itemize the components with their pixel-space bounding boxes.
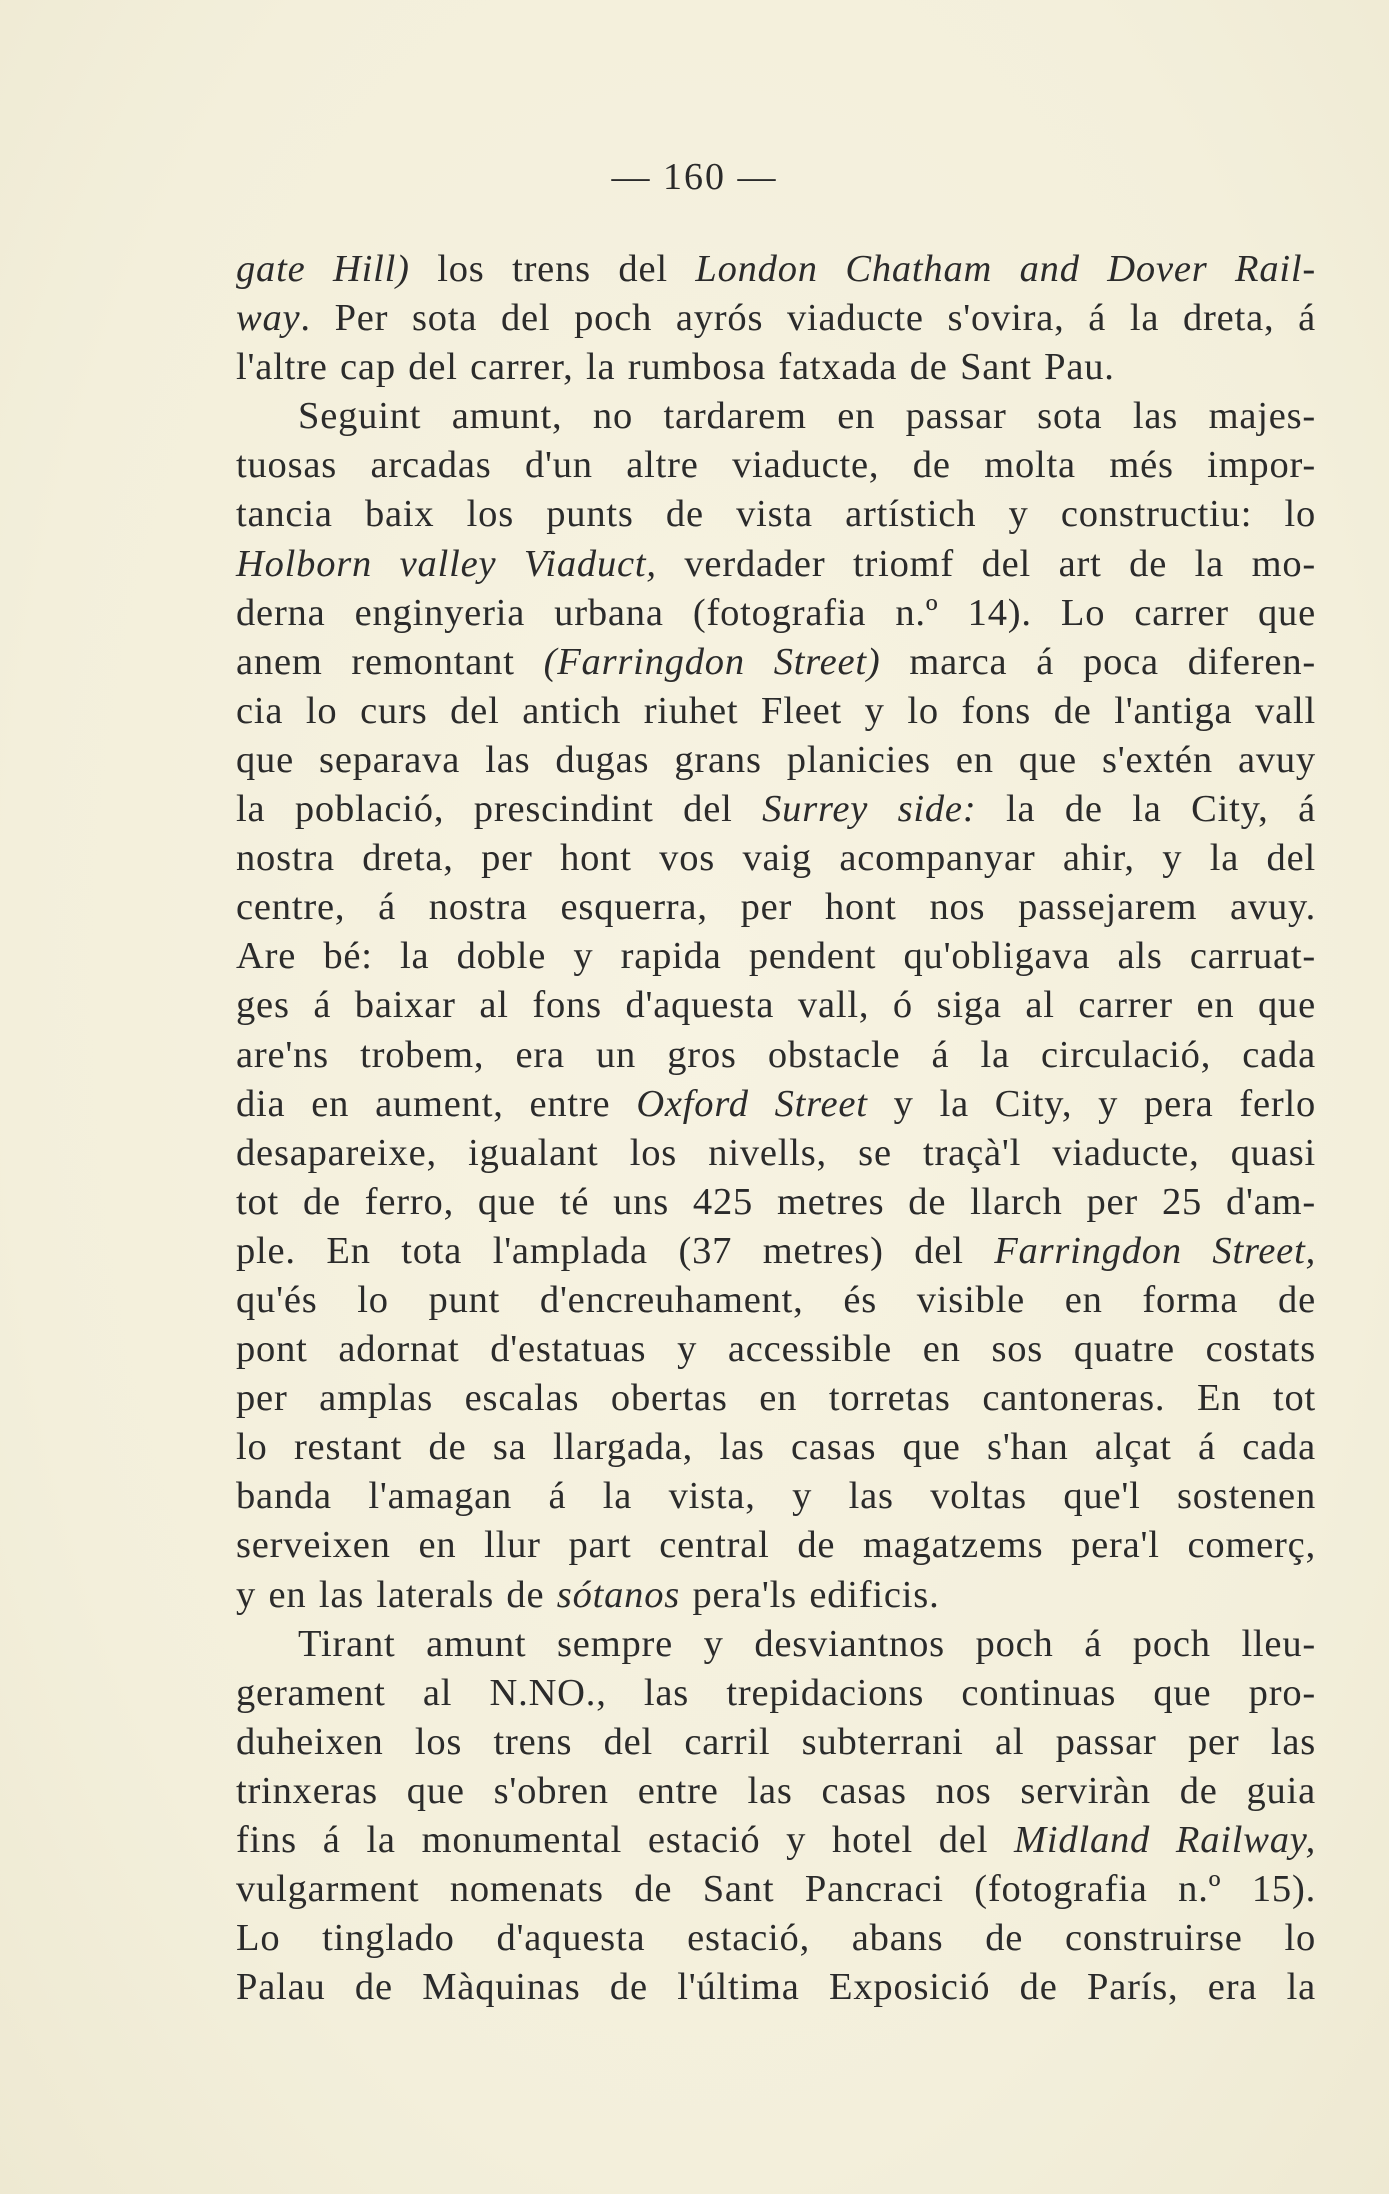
text-span: Are bé: la doble y rapida pendent qu'obligava als carruat- — [236, 935, 1316, 978]
text-span: Lo tinglado d'aquesta estació, abans de construirse lo — [236, 1917, 1316, 1960]
text-span: are'ns trobem, era un gros obstacle á la circulació, cada — [236, 1033, 1316, 1076]
text-line — [236, 1031, 1316, 1080]
text-line — [236, 343, 1316, 392]
text-span: anem remontant — [236, 640, 544, 683]
text-line — [236, 687, 1316, 736]
text-span: Palau de Màquinas de l'última Exposició de París, era la — [236, 1966, 1316, 2009]
italic-text: way — [236, 297, 301, 340]
italic-text: Surrey side: — [762, 788, 977, 831]
text-line — [236, 1571, 1316, 1620]
text-line — [236, 1423, 1316, 1472]
text-line — [236, 834, 1316, 883]
text-line — [236, 1080, 1316, 1129]
text-span: l'altre cap del carrer, la rumbosa fatxada de Sant Pau. — [236, 346, 1115, 389]
page-number: — 160 — — [611, 156, 778, 198]
text-span: banda l'amagan á la vista, y las voltas que'l sostenen — [236, 1475, 1316, 1518]
text-span: fins á la monumental estació y hotel del — [236, 1819, 1015, 1861]
text-line — [236, 1325, 1316, 1374]
text-span: los trens del — [409, 248, 696, 290]
text-line — [236, 1178, 1316, 1227]
text-span: . Per sota del poch ayrós viaducte s'ovira, á la dreta, á — [300, 297, 1316, 340]
text-span: serveixen en llur part central de magatzems pera'l comerç, — [236, 1524, 1316, 1567]
text-line — [236, 638, 1316, 687]
text-span: pont adornat d'estatuas y accessible en sos quatre costats — [236, 1328, 1316, 1371]
italic-text: Holborn valley Viaduct, — [236, 542, 657, 585]
text-line — [236, 1718, 1316, 1767]
text-line — [236, 1129, 1316, 1178]
text-line — [236, 245, 1316, 294]
text-line — [236, 294, 1316, 343]
text-line — [236, 1865, 1316, 1914]
italic-text: Midland Railway, — [1014, 1819, 1316, 1861]
text-span: la de la City, á — [976, 788, 1316, 831]
text-line — [236, 1472, 1316, 1521]
text-line — [236, 932, 1316, 981]
text-line — [236, 1963, 1316, 2012]
text-line — [236, 785, 1316, 834]
text-line — [236, 490, 1316, 539]
body-text — [236, 245, 1316, 2012]
text-span: qu'és lo punt d'encreuhament, és visible en forma de — [236, 1278, 1316, 1321]
text-span: y la City, y pera ferlo — [867, 1082, 1317, 1125]
text-span: y en las laterals de — [236, 1573, 557, 1616]
text-span: trinxeras que s'obren entre las casas nos serviràn de guia — [236, 1769, 1316, 1812]
text-line — [236, 736, 1316, 785]
text-line — [236, 589, 1316, 638]
text-line — [236, 1767, 1316, 1816]
text-line — [236, 1669, 1316, 1718]
italic-text: sótanos — [556, 1573, 681, 1616]
text-line — [236, 883, 1316, 932]
text-line — [236, 392, 1316, 441]
text-span: per amplas escalas obertas en torretas cantoneras. En tot — [236, 1377, 1316, 1420]
text-line — [236, 540, 1316, 589]
italic-text: London Chatham and Dover Rail- — [695, 248, 1316, 290]
text-span: verdader triomf del art de la mo- — [656, 542, 1316, 585]
text-span: nostra dreta, per hont vos vaig acompanyar ahir, y la del — [236, 837, 1316, 880]
text-span: ple. En tota l'amplada (37 metres) del — [236, 1229, 995, 1272]
text-span: marca á poca diferen- — [880, 640, 1316, 683]
text-span: tot de ferro, que té uns 425 metres de llarch per 25 d'am- — [236, 1180, 1316, 1223]
text-span: gerament al N.NO., las trepidacions continuas que pro- — [236, 1671, 1316, 1714]
text-span: duheixen los trens del carril subterrani al passar per las — [236, 1720, 1316, 1763]
text-line — [236, 981, 1316, 1030]
text-line — [236, 441, 1316, 490]
text-span: lo restant de sa llargada, las casas que s'han alçat á cada — [236, 1426, 1316, 1469]
text-span: derna enginyeria urbana (fotografia n.º 14). Lo carrer que — [236, 591, 1316, 634]
text-span: vulgarment nomenats de Sant Pancraci (fotografia n.º 15). — [236, 1868, 1316, 1911]
text-span: desapareixe, igualant los nivells, se traçà'l viaducte, quasi — [236, 1131, 1316, 1174]
text-line — [236, 1521, 1316, 1570]
text-span: la població, prescindint del — [236, 788, 763, 831]
text-line — [236, 1374, 1316, 1423]
text-span: Tirant amunt sempre y desviantnos poch á poch lleu- — [298, 1622, 1316, 1665]
text-line — [236, 1276, 1316, 1325]
text-span: dia en aument, entre — [236, 1082, 637, 1125]
text-span: ges á baixar al fons d'aquesta vall, ó siga al carrer en que — [236, 984, 1316, 1027]
text-span: tancia baix los punts de vista artístich y constructiu: lo — [236, 493, 1316, 536]
text-span: que separava las dugas grans planicies en que s'extén avuy — [236, 738, 1316, 781]
italic-text: Farringdon Street, — [994, 1229, 1316, 1272]
text-span: pera'ls edificis. — [680, 1573, 940, 1616]
text-line — [236, 1914, 1316, 1963]
italic-text: gate Hill) — [236, 248, 410, 290]
text-line — [236, 1227, 1316, 1276]
text-line — [236, 1620, 1316, 1669]
text-span: tuosas arcadas d'un altre viaducte, de molta més impor- — [236, 444, 1316, 487]
text-span: cia lo curs del antich riuhet Fleet y lo fons de l'antiga vall — [236, 689, 1316, 732]
italic-text: (Farringdon Street) — [543, 640, 881, 683]
text-span: Seguint amunt, no tardarem en passar sota las majes- — [298, 395, 1316, 438]
italic-text: Oxford Street — [636, 1082, 868, 1125]
text-line — [236, 1816, 1316, 1865]
text-span: centre, á nostra esquerra, per hont nos passejarem avuy. — [236, 886, 1316, 929]
